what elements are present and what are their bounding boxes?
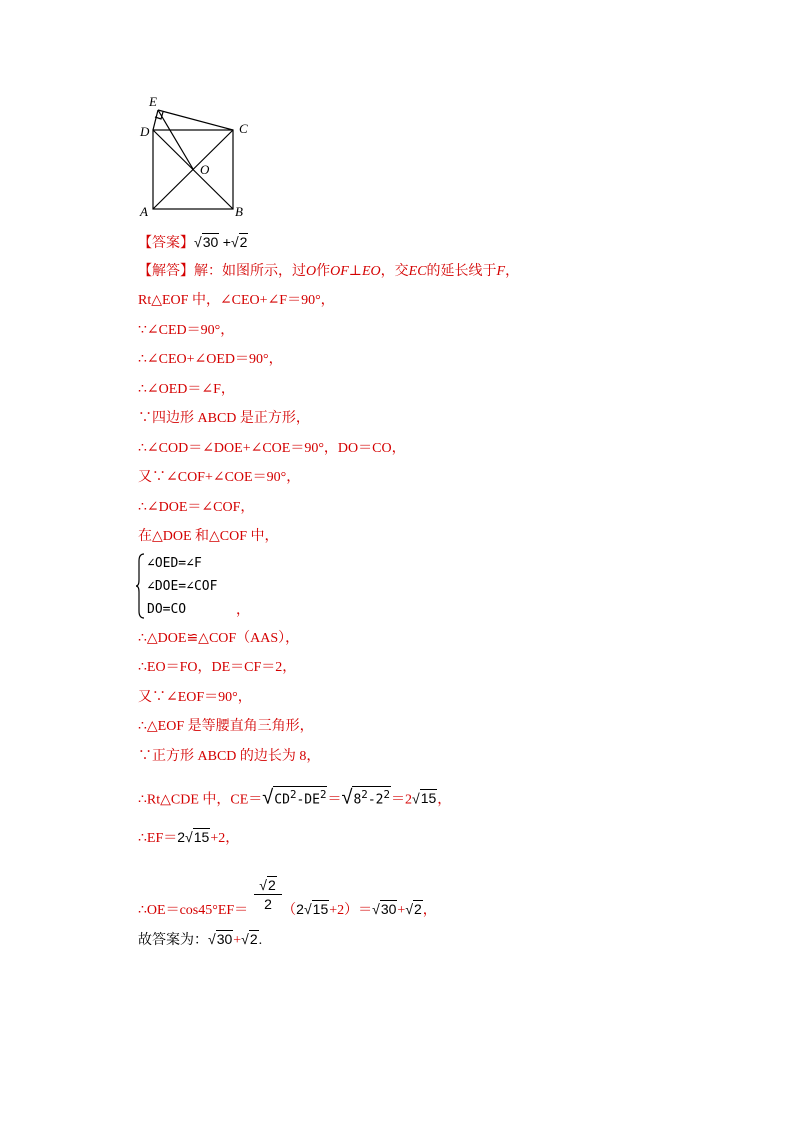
solution-line-7: ∴∠COD＝∠DOE+∠COE＝90°，DO＝CO， — [138, 441, 406, 456]
solution-line-16 — [138, 786, 451, 809]
sqrt-symbol: √ — [303, 901, 312, 917]
solution-line-6: ∵四边形 ABCD 是正方形， — [138, 411, 310, 426]
sqrt-symbol: √ — [230, 234, 239, 250]
sqrt-symbol: √ — [208, 931, 216, 947]
solution-line-3: ∵∠CED＝90°， — [138, 323, 235, 338]
label-b: B — [235, 204, 243, 219]
text: 解：如图所示，过 — [194, 264, 306, 279]
radicand-2: 2 — [249, 931, 258, 947]
system-eq-1: ∠OED=∠F — [147, 556, 202, 571]
text: ，交 — [380, 264, 409, 279]
text: OF — [330, 264, 349, 279]
solution-line-11: ∴△DOE≌△COF（AAS）， — [138, 631, 300, 646]
sqrt-symbol: √ — [241, 931, 249, 947]
text: +2， — [210, 831, 240, 846]
answer-tag: 【答案】 — [138, 236, 194, 251]
solution-line-18 — [138, 900, 437, 920]
sqrt-symbol: √ — [194, 234, 202, 250]
solution-line-19 — [138, 930, 262, 950]
solution-line-10: 在△DOE 和△COF 中， — [138, 529, 279, 544]
solution-line-12: ∴EO＝FO，DE＝CF＝2， — [138, 660, 297, 675]
sqrt-symbol: √ — [412, 790, 420, 807]
sqrt-symbol: √ — [405, 901, 413, 917]
radicand-cd-de — [273, 786, 327, 808]
label-o: O — [200, 162, 210, 177]
sqrt-symbol: √ — [341, 786, 353, 809]
fraction-numerator — [254, 876, 282, 895]
sqrt-symbol: √ — [262, 786, 274, 809]
solution-line-15: ∵正方形 ABCD 的边长为 8， — [138, 749, 321, 764]
text: 8 — [353, 792, 362, 808]
text: ， — [422, 903, 437, 918]
text: 2 — [267, 877, 276, 893]
text: ＝2 — [391, 792, 413, 808]
geometry-figure — [132, 92, 257, 220]
solution-line-8: 又∵∠COF+∠COE＝90°， — [138, 470, 301, 485]
text: ⊥ — [348, 264, 362, 279]
solution-line-14: ∴△EOF 是等腰直角三角形， — [138, 719, 314, 734]
answer-plus: + — [222, 234, 231, 250]
solution-line-5: ∴∠OED＝∠F， — [138, 382, 235, 397]
exponent: 2 — [361, 788, 368, 801]
text: O — [306, 264, 317, 279]
text: ， — [437, 792, 452, 808]
label-e: E — [149, 94, 157, 109]
text: CD — [274, 792, 290, 808]
exponent: 2 — [289, 788, 297, 801]
segment-ec — [158, 110, 233, 130]
text: 2 — [296, 901, 304, 917]
text: 故答案为： — [138, 933, 208, 948]
exponent: 2 — [319, 788, 327, 801]
text: + — [233, 933, 242, 948]
text: -2 — [367, 792, 384, 808]
text: EC — [408, 264, 427, 279]
label-a: A — [140, 204, 148, 219]
segment-ed — [153, 110, 158, 130]
system-eq-2: ∠DOE=∠COF — [147, 579, 218, 594]
exponent: 2 — [383, 788, 391, 801]
system-brace — [136, 553, 146, 619]
text: F — [496, 264, 506, 279]
text: 作 — [316, 264, 331, 279]
answer-radicand-b: 2 — [239, 234, 248, 250]
radicand-15: 15 — [420, 790, 437, 807]
sqrt-symbol: √ — [372, 901, 380, 917]
answer-line — [138, 233, 248, 253]
solution-line-4: ∴∠CEO+∠OED＝90°， — [138, 352, 283, 367]
label-c: C — [239, 121, 248, 136]
text: （ — [282, 903, 297, 918]
radicand-8-2 — [352, 786, 391, 808]
text: . — [258, 933, 263, 948]
solution-line-13: 又∵∠EOF＝90°， — [138, 690, 252, 705]
radicand-15: 15 — [312, 901, 329, 917]
text: ＝ — [358, 903, 373, 918]
text: + — [397, 903, 406, 918]
text: ∴Rt△CDE 中，CE＝ — [138, 792, 263, 808]
system-comma: ， — [236, 603, 250, 618]
text: 2 — [177, 829, 186, 845]
text: EO — [361, 264, 381, 279]
text: ∴OE＝cos45°EF＝ — [138, 903, 249, 918]
solution-tag: 【解答】 — [138, 264, 194, 279]
text: ＝ — [327, 792, 342, 808]
system-eq-3: DO=CO — [147, 602, 187, 617]
sqrt-symbol: √ — [259, 877, 267, 893]
solution-line-9: ∴∠DOE＝∠COF， — [138, 500, 255, 515]
radicand-30: 30 — [216, 931, 233, 947]
label-d: D — [140, 124, 150, 139]
radicand-15: 15 — [193, 829, 210, 845]
solution-line-17 — [138, 828, 239, 848]
sqrt-symbol: √ — [185, 829, 193, 845]
fraction-denominator: 2 — [264, 896, 272, 912]
text: ， — [505, 264, 520, 279]
solution-line-1 — [138, 263, 519, 281]
text: ∴EF＝ — [138, 831, 178, 846]
text: -DE — [296, 792, 320, 808]
radicand-30: 30 — [380, 901, 397, 917]
solution-line-2: Rt△EOF 中，∠CEO+∠F＝90°， — [138, 293, 335, 308]
answer-radicand-a: 30 — [202, 234, 219, 250]
text: +2） — [329, 903, 359, 918]
radicand-2: 2 — [414, 901, 422, 917]
text: 的延长线于 — [426, 264, 497, 279]
